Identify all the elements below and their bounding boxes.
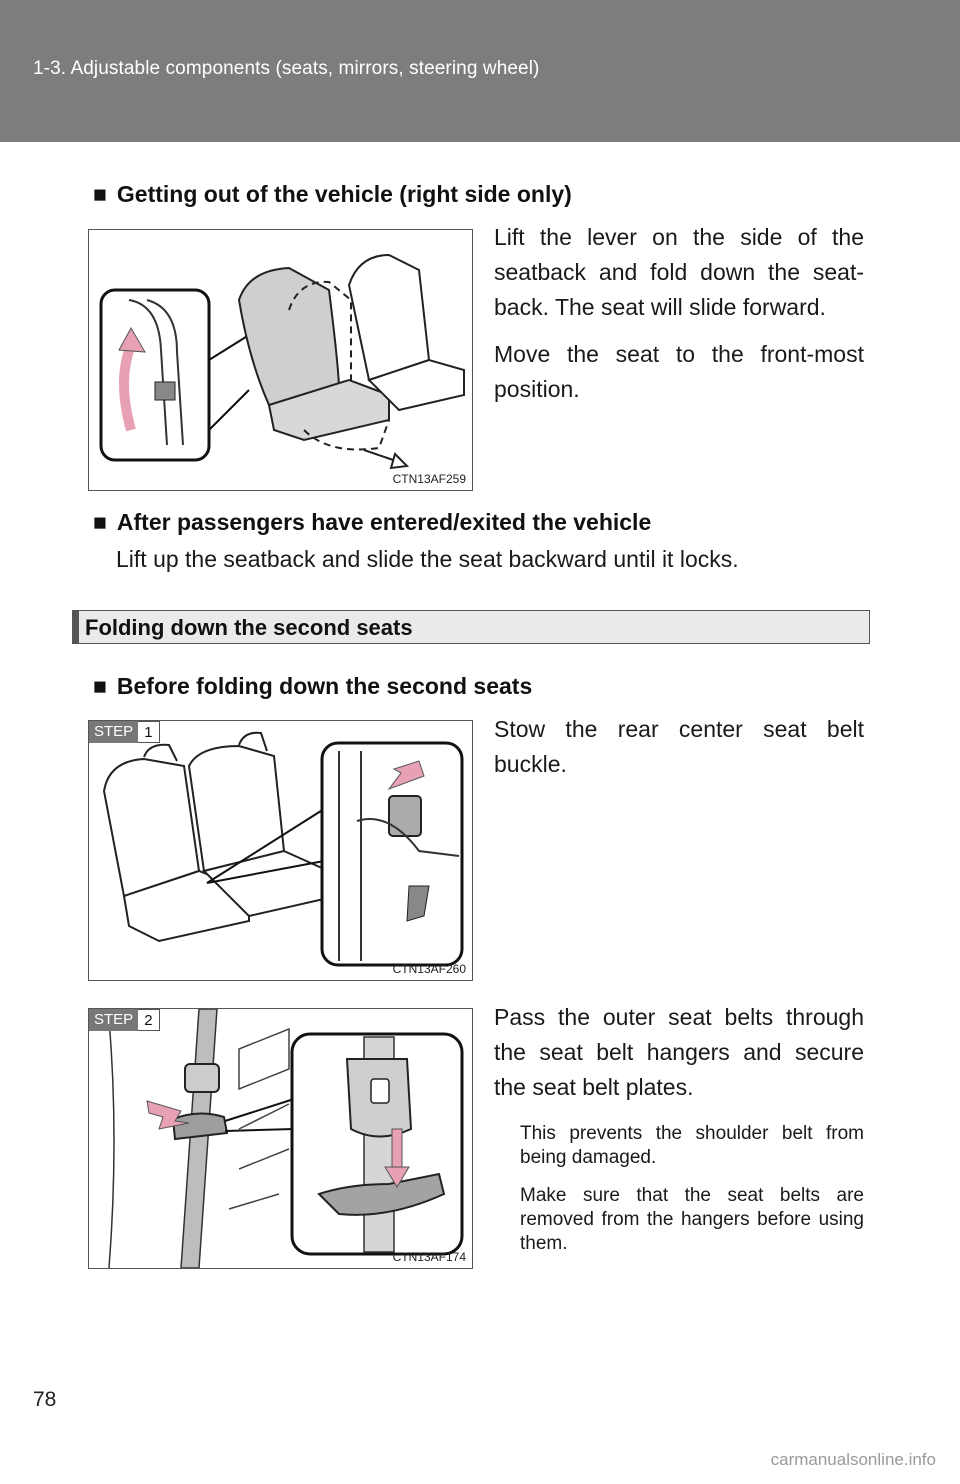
note-prevent-damage: This prevents the shoulder belt from being damaged. bbox=[520, 1123, 864, 1168]
center-buckle-illustration bbox=[89, 721, 472, 980]
figure-step1-center-buckle bbox=[88, 720, 473, 981]
section-heading-before-folding: ■ Before folding down the second seats bbox=[93, 673, 533, 699]
note-remove-from-hangers: Make sure that the seat belts are removed from the hangers before using them. bbox=[520, 1185, 864, 1254]
section-heading-getting-out: ■ Getting out of the vehicle (right side only) bbox=[93, 181, 572, 207]
figure-code: CTN13AF260 bbox=[392, 962, 466, 976]
instruction-stow-buckle: Stow the rear center seat belt buckle. bbox=[494, 716, 864, 777]
section-heading-after-passengers: ■ After passengers have entered/exited the vehicle bbox=[93, 509, 652, 535]
belt-hanger-illustration bbox=[89, 1009, 472, 1268]
step-badge-1: STEP 1 bbox=[89, 721, 160, 743]
bullet-square-icon: ■ bbox=[93, 181, 107, 207]
instruction-lift-seatback: Lift up the seatback and slide the seat backward until it locks. bbox=[116, 546, 739, 572]
heading-accent-bar bbox=[73, 611, 79, 643]
figure-seat-fold-lever bbox=[88, 229, 473, 491]
chapter-title: 1-3. Adjustable components (seats, mirrors, steering wheel) bbox=[33, 58, 540, 79]
figure-code: CTN13AF174 bbox=[392, 1250, 466, 1264]
instruction-move-seat: Move the seat to the front-most position. bbox=[494, 341, 864, 402]
figure-code: CTN13AF259 bbox=[392, 472, 466, 486]
page-header-band bbox=[0, 0, 960, 142]
instruction-pass-outer-belts: Pass the outer seat belts through the seat belt hangers and secure the seat belt plates. bbox=[494, 1004, 864, 1100]
instruction-lift-lever: Lift the lever on the side of the seatback and fold down the seat-back. The seat will slide forward. bbox=[494, 224, 864, 320]
page-number: 78 bbox=[33, 1388, 57, 1411]
bullet-square-icon: ■ bbox=[93, 509, 107, 535]
bullet-square-icon: ■ bbox=[93, 673, 107, 699]
step-badge-2: STEP 2 bbox=[89, 1009, 160, 1031]
section-title-folding-second-seats: Folding down the second seats bbox=[72, 610, 870, 644]
seat-fold-illustration bbox=[89, 230, 472, 490]
site-watermark: carmanualsonline.info bbox=[770, 1450, 936, 1469]
figure-step2-belt-hangers bbox=[88, 1008, 473, 1269]
